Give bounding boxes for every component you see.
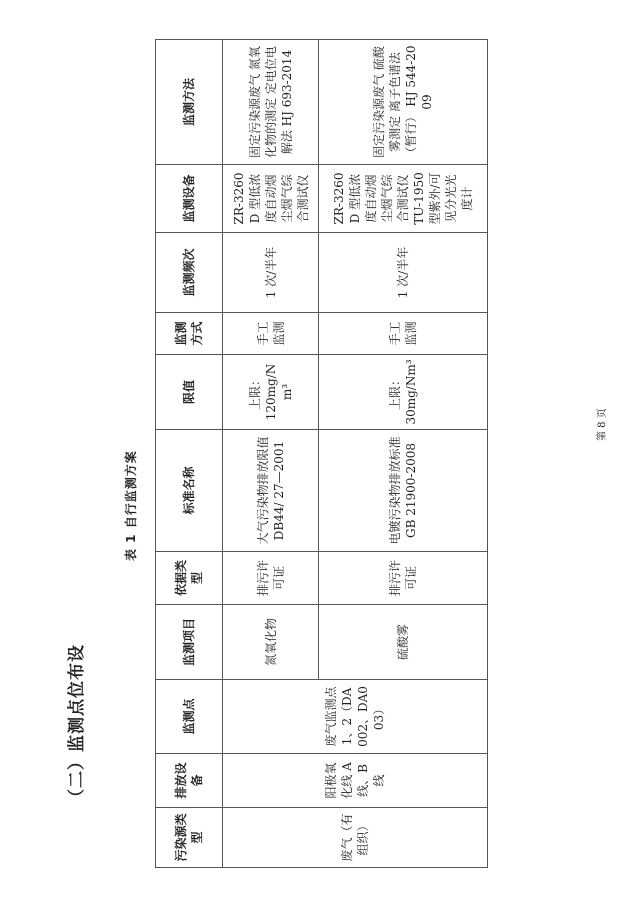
header-monitoring-point: 监测点 <box>156 680 223 754</box>
table-row <box>223 40 319 868</box>
cell-item: 氮氧化物 <box>223 605 319 680</box>
cell-limit <box>319 355 488 430</box>
cell-item: 硫酸雾 <box>319 605 488 680</box>
header-mode: 监测方式 <box>156 313 223 355</box>
header-limit: 限值 <box>156 355 223 430</box>
header-standard: 标准名称 <box>156 430 223 552</box>
limit-label: 上限： <box>388 374 403 411</box>
limit-value: 30mg/Nm³ <box>404 359 419 425</box>
cell-standard: 大气污染物排放限值 DB44/ 27—2001 <box>223 430 319 552</box>
table-title: 表 1 自行监测方案 <box>124 450 138 561</box>
cell-source-type: 废气（有组织） <box>223 808 488 868</box>
page-number: 第 8 页 <box>597 408 608 441</box>
cell-standard: 电镀污染物排放标准 GB 21900-2008 <box>319 430 488 552</box>
cell-method: 固定污染源废气 氮氧化物的测定 定电位电解法 HJ 693-2014 <box>223 40 319 165</box>
header-device: 监测设备 <box>156 165 223 233</box>
cell-basis: 排污许可证 <box>319 552 488 605</box>
header-method: 监测方法 <box>156 40 223 165</box>
cell-frequency: 1 次/半年 <box>223 233 319 313</box>
section-heading: （二）监测点位布设 <box>67 644 87 806</box>
cell-device: ZR-3260D 型低浓度自动烟尘烟气综合测试仪 TU-1950 型紫外/可见分光光度计 <box>319 165 488 233</box>
header-frequency: 监测频次 <box>156 233 223 313</box>
cell-frequency: 1 次/半年 <box>319 233 488 313</box>
cell-mode: 手工监测 <box>223 313 319 355</box>
cell-monitoring-point: 废气监测点 1、2（DA002、DA003） <box>223 680 488 754</box>
table-header-row <box>156 40 223 868</box>
header-equipment: 排放设备 <box>156 754 223 808</box>
cell-equipment: 阳极氧化线 A 线、B 线 <box>223 754 488 808</box>
cell-basis: 排污许可证 <box>223 552 319 605</box>
limit-value: 120mg/Nm³ <box>263 363 294 421</box>
monitoring-plan-table <box>155 39 488 868</box>
limit-label: 上限： <box>247 374 262 411</box>
header-item: 监测项目 <box>156 605 223 680</box>
cell-mode: 手工监测 <box>319 313 488 355</box>
header-basis: 依据类型 <box>156 552 223 605</box>
cell-device: ZR-3260D 型低浓度自动烟尘烟气综合测试仪 <box>223 165 319 233</box>
header-source-type: 污染源类型 <box>156 808 223 868</box>
cell-method: 固定污染源废气 硫酸雾测定 离子色谱法（暂行） HJ 544-2009 <box>319 40 488 165</box>
cell-limit <box>223 355 319 430</box>
